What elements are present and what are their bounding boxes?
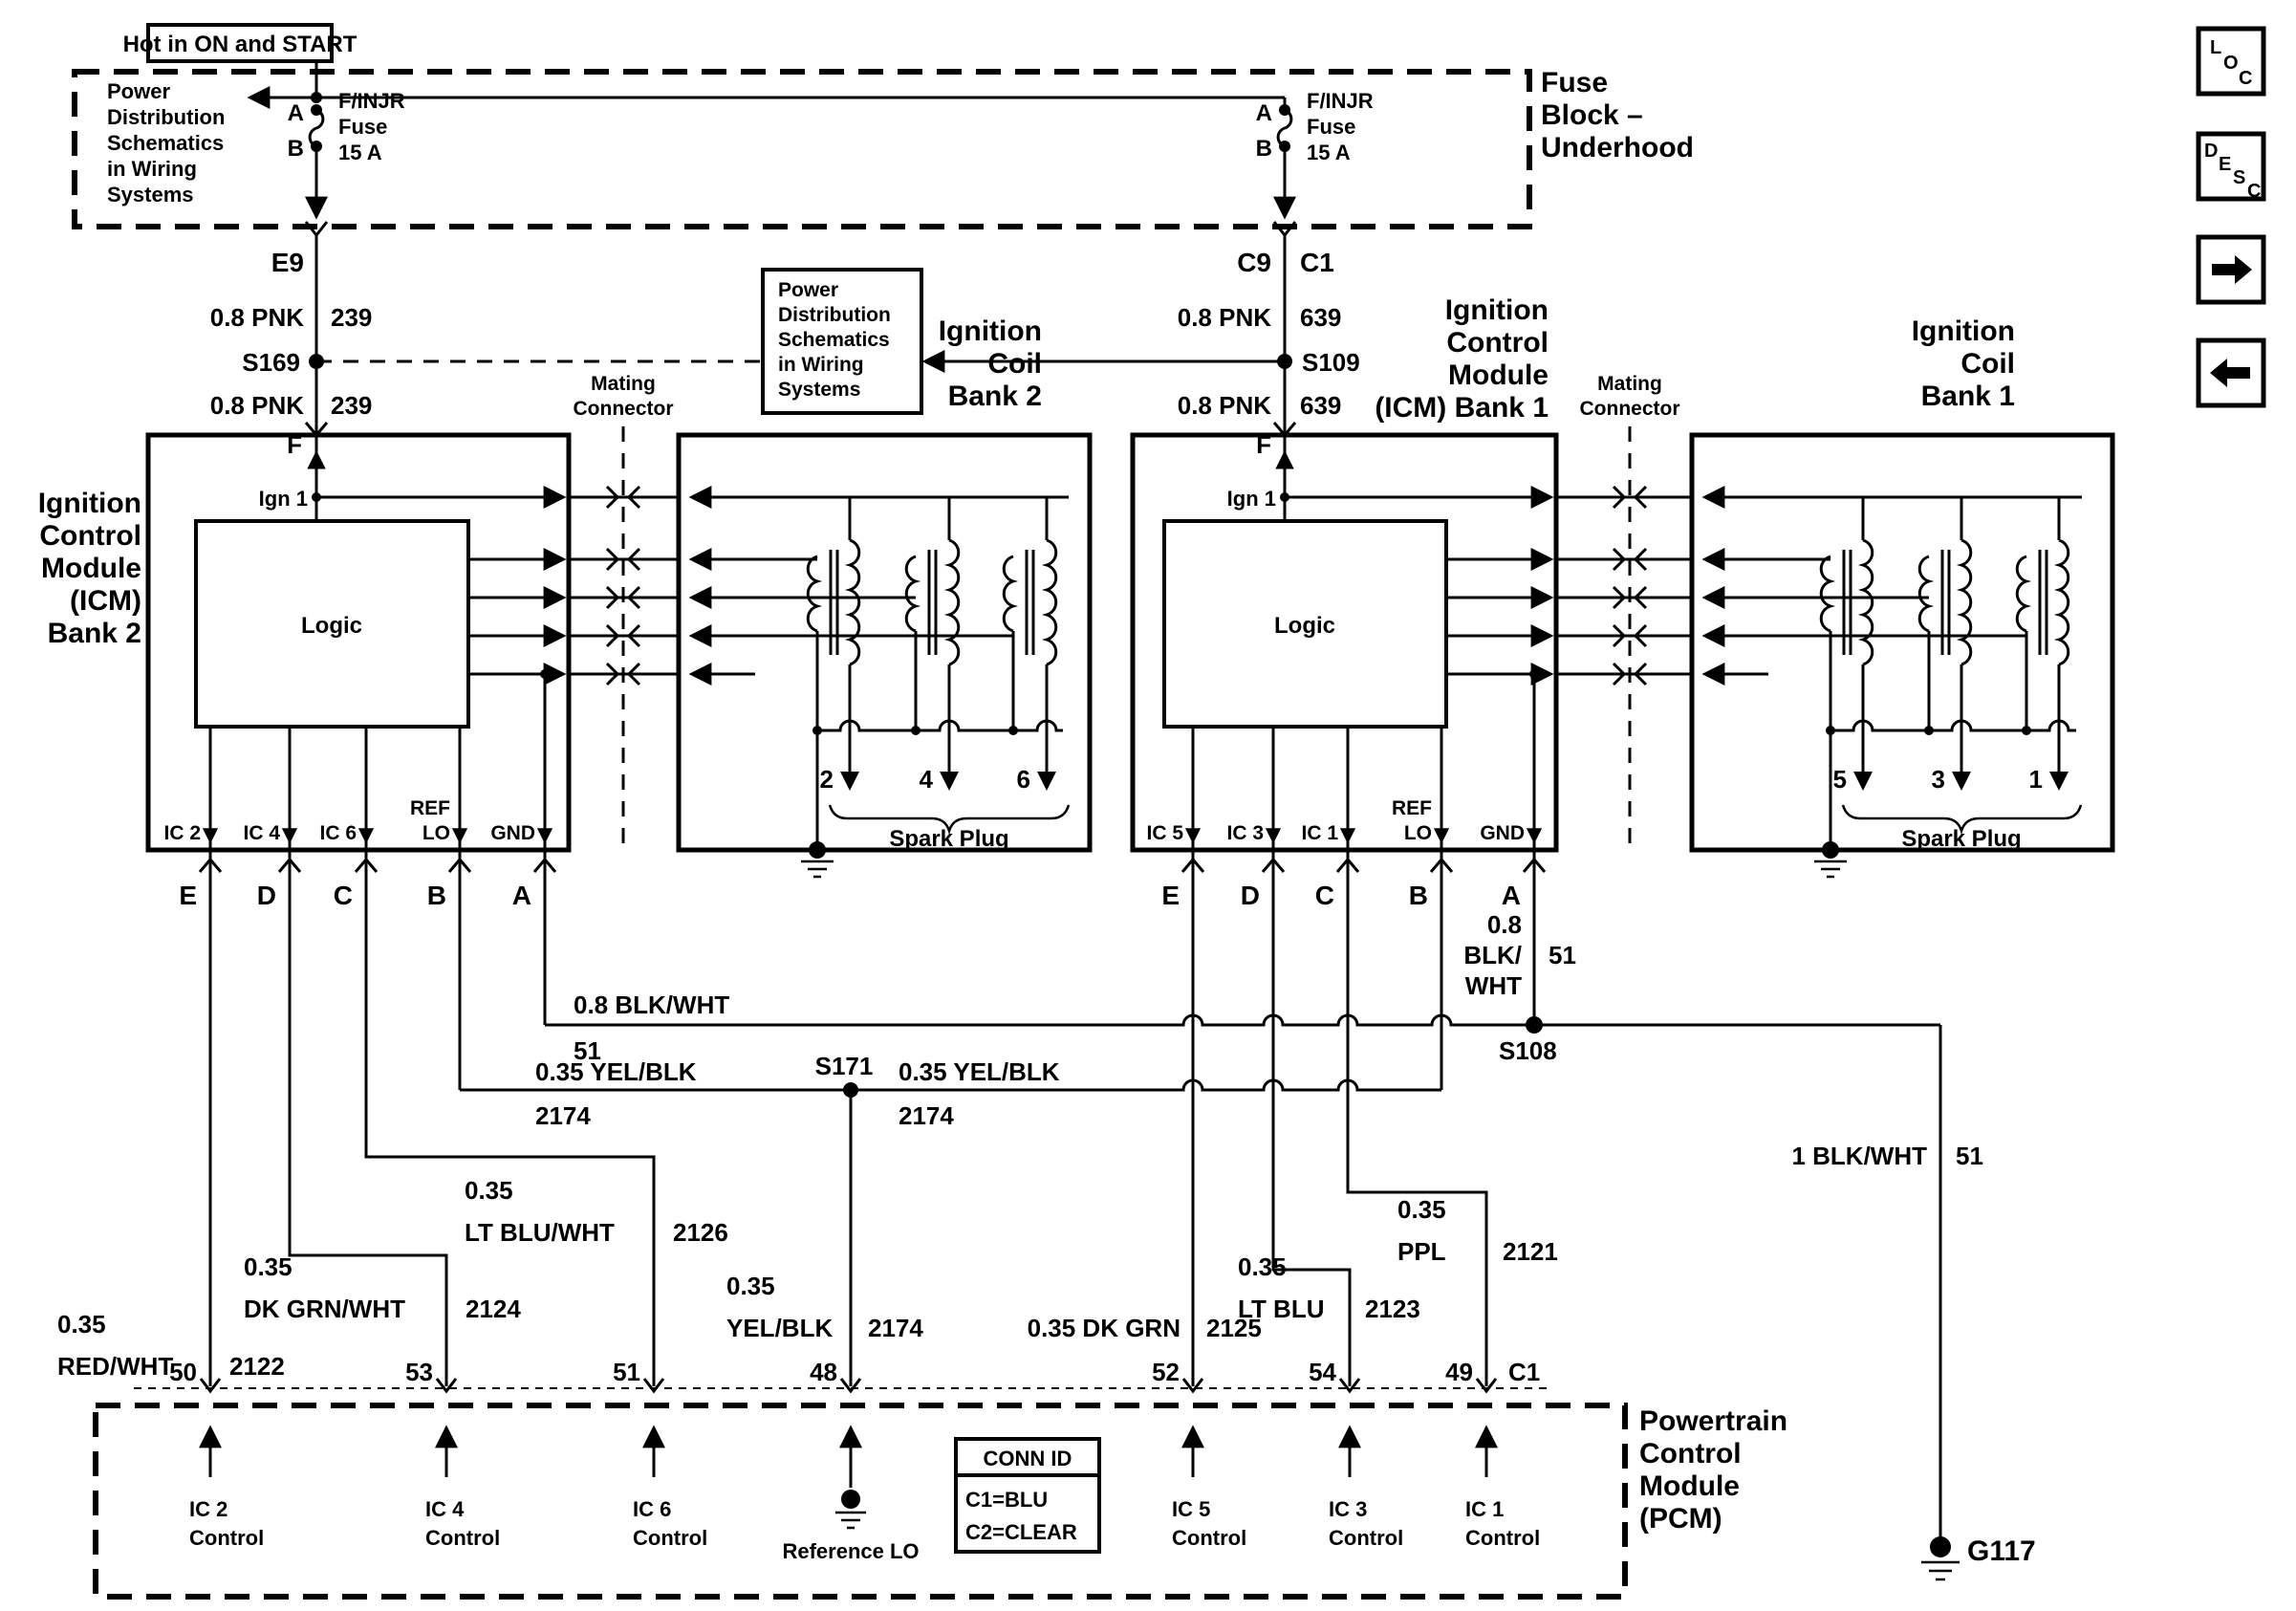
wire-label: 0.8 PNK [1177,303,1271,332]
title-line: Bank 2 [947,381,1042,412]
fuse-label-line: Fuse [338,115,388,139]
splice-dot [1526,1016,1543,1034]
title-line: Module [41,553,141,584]
fuse-pin-b: B [287,136,304,162]
icm-bank2-internals [163,435,563,850]
wire-label: WHT [1464,971,1522,1000]
spark-plug-number: 1 [2028,765,2043,794]
circuit-number: 2126 [673,1218,728,1247]
loc-button[interactable] [2199,29,2264,94]
pin-name: GND [1480,822,1525,844]
circuit-number: 51 [1549,941,1576,969]
power-dist-note-line: Systems [107,183,194,207]
circuit-number: 239 [331,391,373,420]
pin-letter: A [511,881,531,910]
conn-id-header: CONN ID [983,1447,1072,1470]
logic-label: Logic [301,613,362,639]
circuit-number: 2174 [899,1101,954,1130]
pcm-pin-number: 50 [169,1358,197,1386]
pin-name: IC 6 [319,822,357,844]
coil-winding-icon [1004,540,1056,664]
splice-s171: S171 [814,1052,874,1080]
pin-letter: C [333,881,353,910]
power-dist-note-line: Distribution [107,105,226,129]
pcm-pin-number: 52 [1152,1358,1180,1386]
spark-plug-number: 3 [1931,765,1945,794]
pcm-control-label: IC 1 [1465,1497,1505,1521]
fuse-pin-b: B [1255,136,1272,162]
conn-id-row: C1=BLU [965,1488,1049,1512]
fuse-pin-a: A [1255,100,1272,126]
ign1-label: Ign 1 [258,487,308,511]
wire-label: 0.8 PNK [1177,391,1271,420]
spark-plug-label: Spark Plug [889,826,1009,852]
wire-label: 1 BLK/WHT [1791,1142,1927,1170]
power-dist-box-line: in Wiring [778,354,864,376]
wire-label: YEL/BLK [726,1314,834,1342]
fuse-icon [310,104,323,152]
pcm-control-label: IC 4 [425,1497,465,1521]
mating-connector-left [574,373,674,846]
fuse-icon [1278,104,1291,152]
pin-letter: B [1408,881,1428,910]
coil-winding-icon [906,540,959,664]
ground-icon [835,1490,866,1528]
mating-label-line: Connector [1579,398,1680,420]
power-dist-note-line: Schematics [107,131,225,155]
circuit-number: 2122 [229,1352,285,1381]
icm-bank1-internals [1146,435,1550,850]
connector-e9: E9 [271,248,304,277]
fuse-label-line: F/INJR [338,89,405,113]
wire-label: BLK/ [1463,941,1522,969]
title-line: Powertrain [1639,1405,1788,1437]
connector-c1: C1 [1300,248,1334,277]
pcm-pin-number: 48 [810,1358,837,1386]
title-line: Control [1639,1438,1742,1469]
pcm-control-label: Control [1329,1526,1404,1550]
wire-label: PPL [1397,1237,1446,1266]
desc-letter: E [2219,154,2232,175]
pcm-pin-number: 53 [405,1358,433,1386]
arrow-right-icon [2212,255,2252,284]
pin-letter: C [1314,881,1334,910]
fuse-block-title-line: Underhood [1541,132,1694,163]
title-line: Control [1446,327,1549,359]
spark-plug-number: 6 [1016,765,1030,794]
power-dist-box-line: Distribution [778,304,891,326]
circuit-number: 239 [331,303,373,332]
title-line: (ICM) [70,585,141,617]
fuse-label-line: 15 A [338,141,382,164]
title-line: Ignition [938,316,1042,347]
pcm-control-label: Control [189,1526,265,1550]
pcm-pin-number: 51 [613,1358,640,1386]
pin-name: IC 4 [243,822,280,844]
pcm-control-label: Control [1172,1526,1247,1550]
conn-id-table [956,1439,1099,1552]
spark-plug-label: Spark Plug [1901,826,2022,852]
pin-f: F [287,430,302,459]
pcm-control-label: IC 6 [633,1497,672,1521]
fuse-block-title-line: Block – [1541,99,1643,131]
pin-name: IC 1 [1301,822,1338,844]
icm-bank2-title [38,488,141,649]
title-line: Coil [987,348,1042,380]
pin-name: REF [1392,797,1432,819]
pcm-control-label: Control [1465,1526,1541,1550]
circuit-number: 2123 [1365,1295,1420,1323]
title-line: Ignition [1911,316,2015,347]
title-line: (PCM) [1639,1503,1722,1535]
pcm-title [1639,1405,1787,1535]
icm-bank1-title [1375,294,1549,424]
pin-letter: E [179,881,197,910]
wire-label: LT BLU/WHT [465,1218,615,1247]
title-line: (ICM) Bank 1 [1375,392,1549,424]
coil-bank2-internals [692,497,1069,877]
conn-id-row: C2=CLEAR [965,1520,1077,1544]
coil-winding-icon [1919,540,1971,664]
fuse-label-line: F/INJR [1307,89,1374,113]
pin-name: LO [1403,822,1432,844]
wire-label: 0.35 YEL/BLK [899,1057,1060,1086]
power-dist-box-line: Schematics [778,329,890,351]
wire-label: 0.35 [57,1310,106,1339]
icm-bottom-connectors [179,860,1545,910]
title-line: Ignition [37,488,141,519]
fuse-label-line: 15 A [1307,141,1351,164]
connector-c9: C9 [1237,248,1271,277]
reference-lo-label: Reference LO [782,1539,920,1563]
logic-label: Logic [1274,613,1335,639]
hot-in-on-start-tag [123,25,357,61]
spark-plug-number: 2 [819,765,834,794]
pcm-pin-number: 54 [1309,1358,1336,1386]
title-line: Ignition [1444,294,1549,326]
pin-letter: D [256,881,276,910]
title-line: Module [1639,1470,1740,1502]
circuit-number: 2124 [466,1295,521,1323]
arrow-left-icon [2210,359,2250,387]
ground-icon [801,841,834,877]
wire-label: 0.35 YEL/BLK [535,1057,697,1086]
spark-plug-number: 4 [919,765,933,794]
wire-label: 0.8 PNK [209,391,304,420]
pin-letter: E [1161,881,1180,910]
wire-label: 0.35 [1238,1252,1287,1281]
fuse-block-title-line: Fuse [1541,67,1609,98]
circuit-number: 2174 [868,1314,923,1342]
wire-label: 0.8 BLK/WHT [574,991,730,1019]
title-line: Bank 1 [1920,381,2015,412]
pin-name: IC 3 [1226,822,1264,844]
splice-s109: S109 [1302,348,1360,377]
power-dist-box-line: Power [778,279,839,301]
pcm-pin-number: 49 [1445,1358,1473,1386]
title-line: Module [1448,359,1549,391]
pcm-box [96,1405,1625,1597]
circuit-number: 639 [1300,391,1342,420]
pcm-control-label: Control [633,1526,708,1550]
ground-icon [1921,1536,1960,1579]
circuit-number: 2174 [535,1101,591,1130]
wire-label: RED/WHT [57,1352,174,1381]
fuse-pin-a: A [287,100,304,126]
mating-label-line: Connector [573,398,674,420]
mating-chevrons-right [1556,487,1692,685]
pcm-control-label: IC 2 [189,1497,228,1521]
desc-letter: S [2233,167,2246,188]
ground-name: G117 [1967,1535,2036,1567]
wire-label: 0.35 [465,1176,513,1205]
wire-label: 0.35 [1397,1195,1446,1224]
next-button[interactable] [2199,237,2264,302]
pin-letter: B [426,881,446,910]
pin-f: F [1256,430,1271,459]
loc-letter: C [2239,68,2253,89]
desc-letter: D [2204,141,2219,162]
wire-label: 0.35 DK GRN [1027,1314,1180,1342]
loc-letter: L [2210,37,2222,58]
power-dist-note-line: Power [107,79,171,103]
hot-label: Hot in ON and START [122,32,357,57]
pin-name: IC 5 [1146,822,1183,844]
splice-s108: S108 [1499,1036,1557,1065]
mating-connector-right [1580,373,1680,846]
ground-icon [1814,841,1847,877]
pin-name: REF [410,797,450,819]
pcm-control-label: IC 3 [1329,1497,1368,1521]
circuit-number: 51 [574,1036,601,1065]
g117-ground [1921,1535,2036,1579]
fuse-label-line: Fuse [1307,115,1356,139]
title-line: Coil [1960,348,2015,380]
wire-label: LT BLU [1238,1295,1325,1323]
pcm-internals [189,1428,1540,1563]
pcm-connector-chevrons [201,1379,1496,1391]
circuit-number: 639 [1300,303,1342,332]
title-line: Control [39,520,141,552]
pin-name: IC 2 [163,822,201,844]
desc-button[interactable] [2199,134,2264,202]
circuit-number: 2121 [1503,1237,1558,1266]
pcm-connector-id: C1 [1508,1358,1541,1386]
wire-label: DK GRN/WHT [244,1295,405,1323]
wire-label: 0.35 [244,1252,292,1281]
spark-plug-number: 5 [1832,765,1847,794]
circuit-number: 2125 [1206,1314,1262,1342]
coil-bank1-internals [1705,497,2082,877]
loc-letter: O [2223,53,2239,74]
desc-letter: C [2247,181,2262,202]
coil-winding-icon [2017,540,2069,664]
coil-bank1-title [1912,316,2015,412]
pcm-control-label: IC 5 [1172,1497,1211,1521]
pcm-control-label: Control [425,1526,501,1550]
splice-s169: S169 [242,348,300,377]
mating-label-line: Mating [591,373,656,395]
coil-bank2-title [939,316,1042,412]
pin-letter: D [1240,881,1260,910]
power-dist-reference-box [763,270,921,413]
blk-wht-bus-wire [545,1015,1940,1025]
ign1-label: Ign 1 [1226,487,1276,511]
title-line: Bank 2 [47,618,141,649]
mating-label-line: Mating [1597,373,1662,395]
pin-name: GND [490,822,535,844]
power-dist-box-line: Systems [778,379,861,401]
wire-label: 0.8 PNK [209,303,304,332]
circuit-number: 51 [1956,1142,1983,1170]
wire-label: 0.35 [726,1272,775,1300]
pin-letter: A [1501,881,1521,910]
pin-name: LO [422,822,450,844]
wire-label: 0.8 [1486,910,1522,939]
power-dist-note-line: in Wiring [107,157,197,181]
back-button[interactable] [2199,340,2264,405]
